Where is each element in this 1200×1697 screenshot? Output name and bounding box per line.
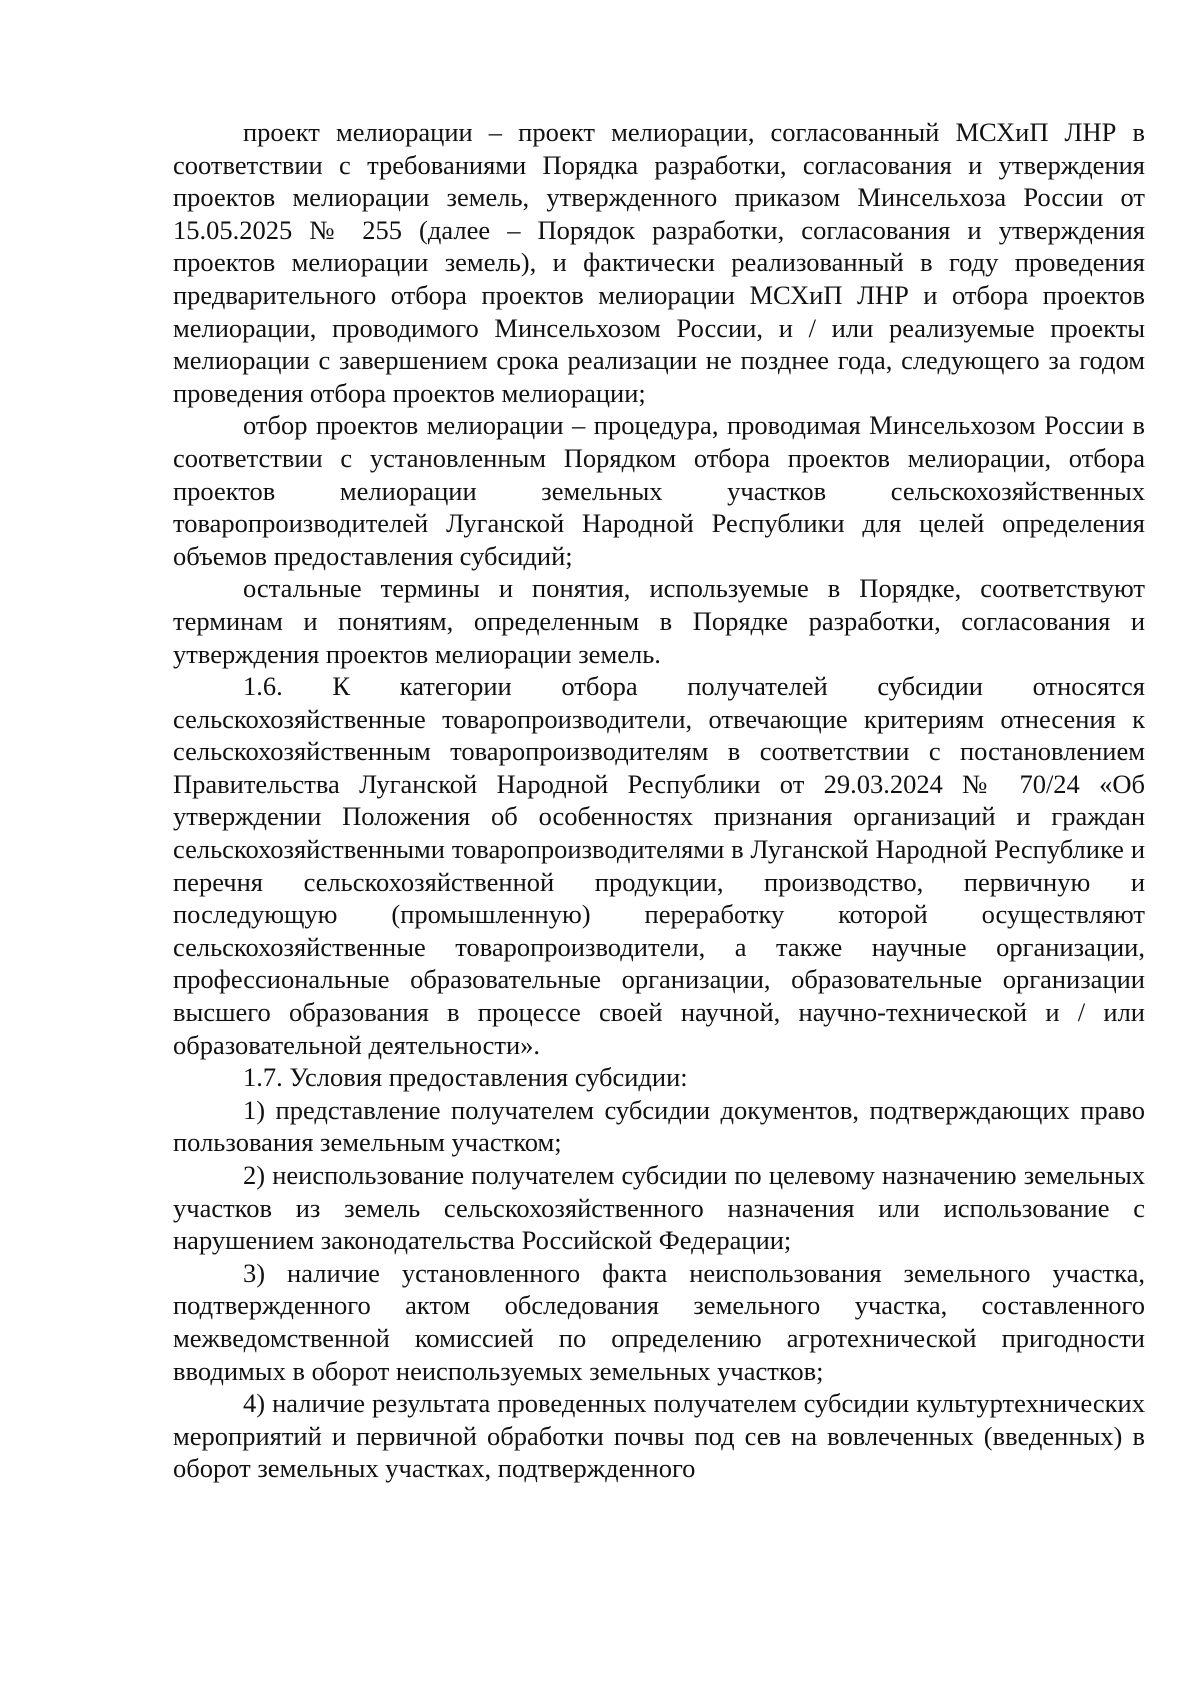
paragraph-project-selection-definition: отбор проектов мелиорации – процедура, проводимая Минсельхозом России в соответствии с установленным Порядком отбора проектов мелиорации, отбора проектов мелиорации земельных участков сельскохозяйственных товаропроизводителей Луганской Народной Республики для целей определения объемов предоставления субсидий; <box>173 410 1145 571</box>
paragraph-reclamation-project-definition: проект мелиорации – проект мелиорации, согласованный МСХиП ЛНР в соответствии с требованиями Порядка разработки, согласования и утверждения проектов мелиорации земель, утвержденного приказом Минсельхоза России от 15.05.2025 № 255 (далее – Порядок разработки, согласования и утверждения проектов мелиорации земель), и фактически реализованный в году проведения предварительного отбора проектов мелиорации МСХиП ЛНР и отбора проектов мелиорации, проводимого Минсельхозом России, и / или реализуемые проекты мелиорации с завершением срока реализации не позднее года, следующего за годом проведения отбора проектов мелиорации; <box>173 117 1145 408</box>
document-body <box>173 116 1145 1485</box>
paragraph-condition-1: 1) представление получателем субсидии документов, подтверждающих право пользования земельным участком; <box>173 1094 1145 1158</box>
paragraph-section-1-7-heading: 1.7. Условия предоставления субсидии: <box>243 1062 688 1093</box>
paragraph-condition-3: 3) наличие установленного факта неиспользования земельного участка, подтвержденного актом обследования земельного участка, составленного межведомственной комиссией по определению агротехнической пригодности вводимых в оборот неиспользуемых земельных участков; <box>173 1257 1145 1386</box>
paragraph-condition-4: 4) наличие результата проведенных получателем субсидии культуртехнических мероприятий и первичной обработки почвы под сев на вовлеченных (введенных) в оборот земельных участках, подтвержденного <box>173 1388 1145 1484</box>
paragraph-section-1-6: 1.6. К категории отбора получателей субсидии относятся сельскохозяйственные товаропроизводители, отвечающие критериям отнесения к сельскохозяйственным товаропроизводителям в соответствии с постановлением Правительства Луганской Народной Республики от 29.03.2024 № 70/24 «Об утверждении Положения об особенностях признания организаций и граждан сельскохозяйственными товаропроизводителями в Луганской Народной Республике и перечня сельскохозяйственной продукции, производство, первичную и последующую (промышленную) переработку которой осуществляют сельскохозяйственные товаропроизводители, а также научные организации, профессиональные образовательные организации, образовательные организации высшего образования в процессе своей научной, научно-технической и / или образовательной деятельности». <box>173 671 1145 1060</box>
paragraph-other-terms: остальные термины и понятия, используемые в Порядке, соответствуют терминам и понятиям, определенным в Порядке разработки, согласования и утверждения проектов мелиорации земель. <box>173 573 1145 669</box>
paragraph-condition-2: 2) неиспользование получателем субсидии по целевому назначению земельных участков из земель сельскохозяйственного назначения или использование с нарушением законодательства Российской Федерации; <box>173 1160 1145 1256</box>
